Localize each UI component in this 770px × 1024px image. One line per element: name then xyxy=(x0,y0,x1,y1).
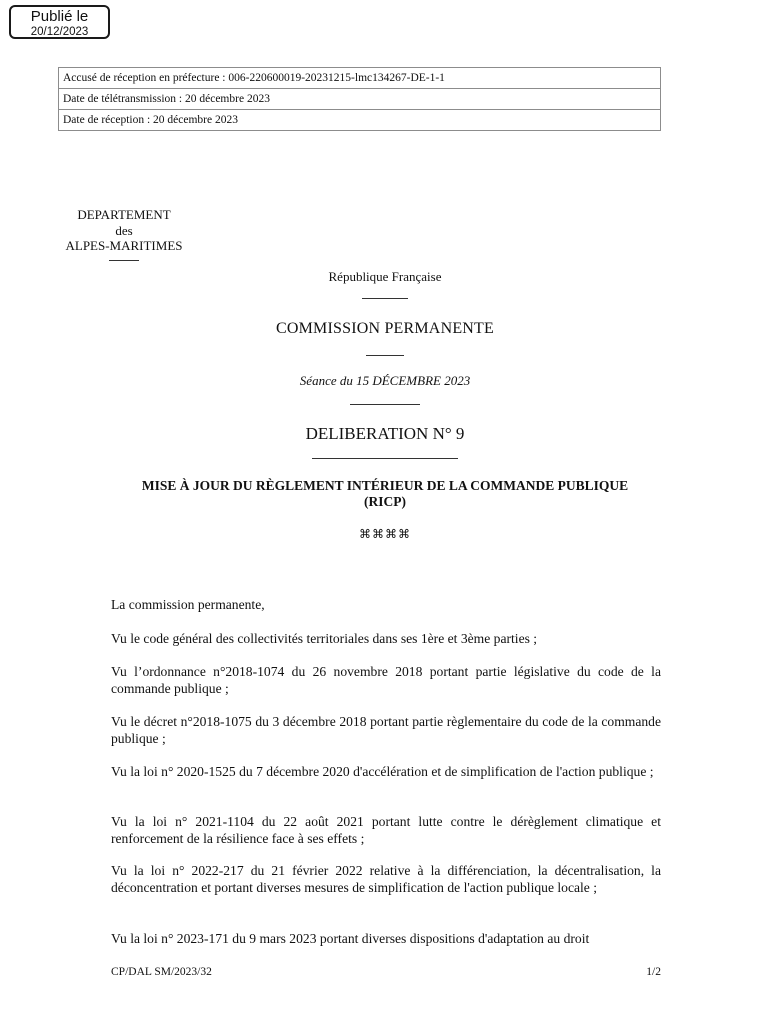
visa-paragraph: Vu l’ordonnance n°2018-1074 du 26 novembre 2018 portant partie législative du code de la commande publique ; xyxy=(111,664,661,696)
divider xyxy=(362,298,408,299)
department-label: DEPARTEMENT xyxy=(77,207,171,222)
publication-stamp xyxy=(9,5,110,39)
visa-paragraph: Vu le code général des collectivités territoriales dans ses 1ère et 3ème parties ; xyxy=(111,631,538,646)
deliberation-subject: MISE À JOUR DU RÈGLEMENT INTÉRIEUR DE LA COMMANDE PUBLIQUE (RICP) xyxy=(141,478,629,509)
receipt-transmission-date: Date de télétransmission : 20 décembre 2023 xyxy=(59,89,661,110)
department-connector: des xyxy=(115,222,133,238)
visa-paragraph: Vu le décret n°2018-1075 du 3 décembre 2018 portant partie règlementaire du code de la commande publique ; xyxy=(111,714,661,746)
receipt-row xyxy=(59,110,661,131)
page-number: 1/2 xyxy=(646,966,661,978)
stamp-date: 20/12/2023 xyxy=(30,26,89,38)
visa-paragraph: Vu la loi n° 2023-171 du 9 mars 2023 portant diverses dispositions d'adaptation au droit xyxy=(111,931,590,946)
department-name: ALPES-MARITIMES xyxy=(65,238,183,253)
divider xyxy=(312,458,458,459)
divider xyxy=(366,355,404,356)
visa-paragraph: Vu la loi n° 2020-1525 du 7 décembre 2020 d'accélération et de simplification de l'action publique ; xyxy=(111,764,654,779)
receipt-row xyxy=(59,89,661,110)
department-block xyxy=(58,207,190,261)
divider xyxy=(350,404,420,405)
receipt-reception-date: Date de réception : 20 décembre 2023 xyxy=(59,110,661,131)
visa-paragraph: Vu la loi n° 2021-1104 du 22 août 2021 portant lutte contre le dérèglement climatique et renforcement de la résilience face à ses effets ; xyxy=(111,814,661,846)
department-divider xyxy=(109,260,139,261)
preamble: La commission permanente, xyxy=(111,597,265,612)
visa-paragraph: Vu la loi n° 2022-217 du 21 février 2022 relative à la différenciation, la décentralisation, la déconcentration et portant diverses mesures de simplification de l'action publique locale ; xyxy=(111,863,661,895)
session-date: Séance du 15 DÉCEMBRE 2023 xyxy=(299,373,471,388)
ornament: ⌘⌘⌘⌘ xyxy=(359,527,411,541)
stamp-label: Publié le xyxy=(30,8,89,25)
receipt-table xyxy=(58,67,661,131)
deliberation-number: DELIBERATION N° 9 xyxy=(305,424,465,443)
document-reference: CP/DAL SM/2023/32 xyxy=(111,966,212,978)
republic-title: République Française xyxy=(328,269,442,284)
receipt-row xyxy=(59,68,661,89)
receipt-acknowledgment: Accusé de réception en préfecture : 006-220600019-20231215-lmc134267-DE-1-1 xyxy=(59,68,661,89)
commission-title: COMMISSION PERMANENTE xyxy=(276,320,494,337)
